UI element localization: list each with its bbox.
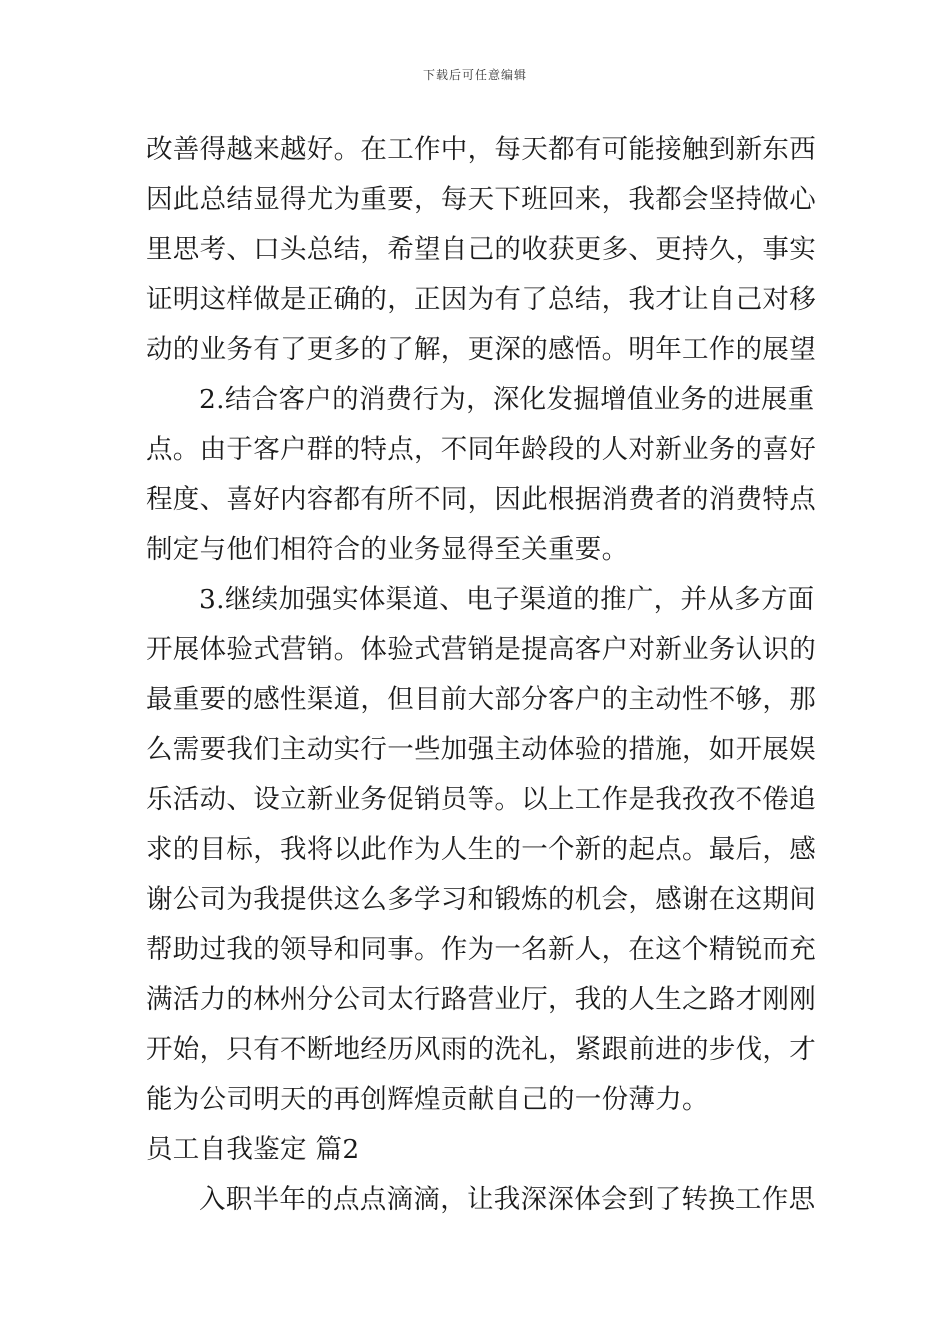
text-line: 点。由于客户群的特点，不同年龄段的人对新业务的喜好 [146,434,816,465]
text-line: 能为公司明天的再创辉煌贡献自己的一份薄力。 [146,1084,709,1115]
text-line: 满活力的林州分公司太行路营业厅，我的人生之路才刚刚 [146,984,816,1015]
text-line: 求的目标，我将以此作为人生的一个新的起点。最后，感 [146,834,816,865]
section-heading: 员工自我鉴定 篇2 [146,1134,360,1165]
text-line: 开始，只有不断地经历风雨的洗礼，紧跟前进的步伐，才 [146,1034,816,1065]
paragraph-start-line: 3.继续加强实体渠道、电子渠道的推广，并从多方面 [199,584,815,615]
text-line: 开展体验式营销。体验式营销是提高客户对新业务认识的 [146,634,816,665]
text-line: 么需要我们主动实行一些加强主动体验的措施，如开展娱 [146,734,816,765]
text-line: 证明这样做是正确的，正因为有了总结，我才让自己对移 [146,284,816,315]
text-line: 制定与他们相符合的业务显得至关重要。 [146,534,629,565]
paragraph-start-line: 2.结合客户的消费行为，深化发掘增值业务的进展重 [199,384,815,415]
text-line: 帮助过我的领导和同事。作为一名新人，在这个精锐而充 [146,934,816,965]
paragraph-start-line: 入职半年的点点滴滴，让我深深体会到了转换工作思 [199,1184,816,1215]
page-header: 下载后可任意编辑 [422,68,527,82]
text-line: 谢公司为我提供这么多学习和锻炼的机会，感谢在这期间 [146,884,816,915]
text-line: 乐活动、设立新业务促销员等。以上工作是我孜孜不倦追 [146,784,816,815]
text-line: 里思考、口头总结，希望自己的收获更多、更持久，事实 [146,234,816,265]
text-line: 改善得越来越好。在工作中，每天都有可能接触到新东西 [146,134,816,165]
text-line: 程度、喜好内容都有所不同，因此根据消费者的消费特点 [146,484,816,515]
text-line: 动的业务有了更多的了解，更深的感悟。明年工作的展望 [146,334,816,365]
text-line: 因此总结显得尤为重要，每天下班回来，我都会坚持做心 [146,184,816,215]
text-line: 最重要的感性渠道，但目前大部分客户的主动性不够，那 [146,684,816,715]
